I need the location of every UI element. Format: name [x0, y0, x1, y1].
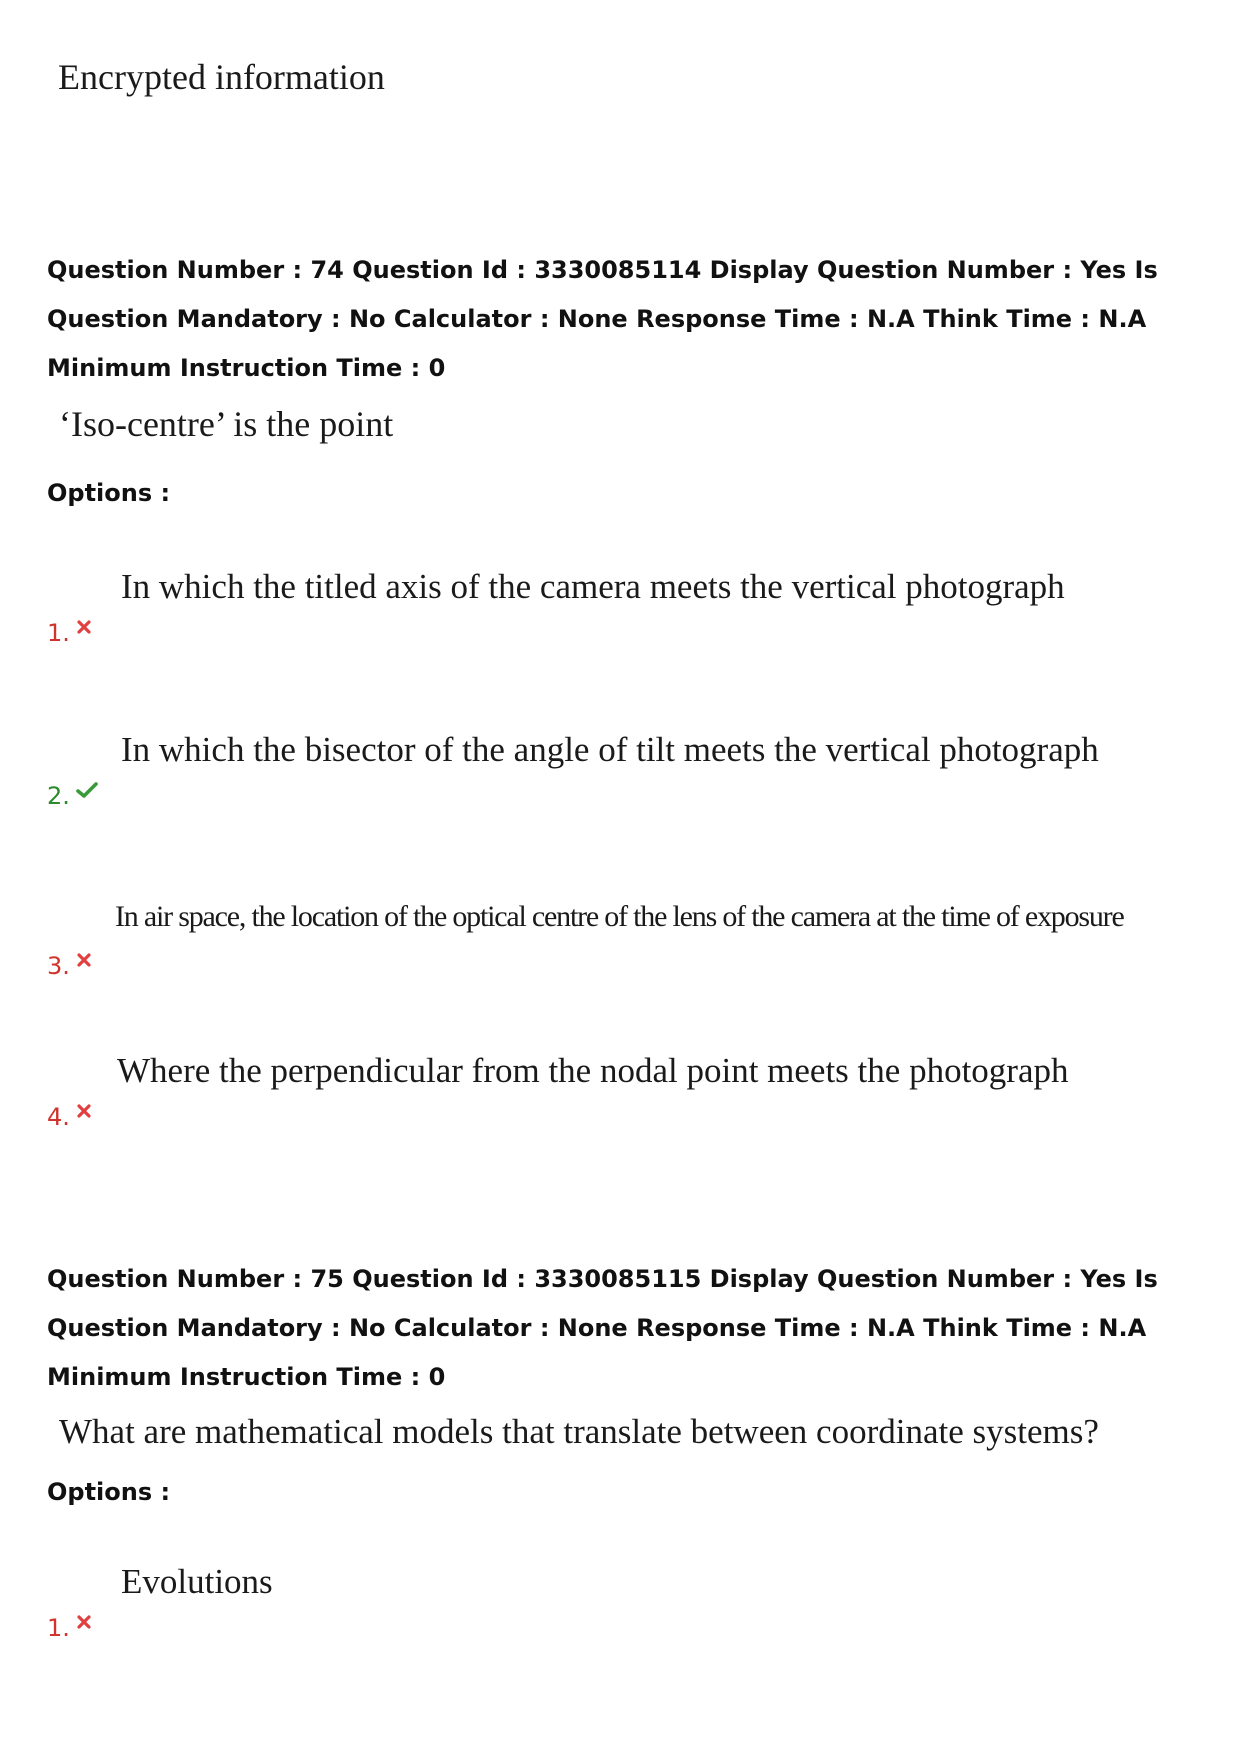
option-74-2[interactable] [47, 730, 1147, 810]
option-number: 2. [47, 782, 98, 810]
question-74 [47, 246, 1207, 507]
option-text: In which the titled axis of the camera meets the vertical photograph [121, 567, 1065, 606]
option-text: In air space, the location of the optical centre of the lens of the camera at the time of exposure [115, 900, 1124, 933]
option-text: Evolutions [121, 1562, 273, 1601]
options-label: Options : [47, 1478, 171, 1506]
check-icon [76, 782, 98, 798]
question-text: What are mathematical models that translate between coordinate systems? [59, 1412, 1099, 1451]
cross-icon [76, 1103, 92, 1119]
cross-icon [76, 619, 92, 635]
question-75 [47, 1255, 1207, 1506]
cross-icon [76, 952, 92, 968]
question-meta: Question Number : 75 Question Id : 3330085115 Display Question Number : Yes Is Question Mandatory : No Calculator : None Response Time : N.A Think Time : N.A Minimum Instruction Time : 0 [47, 1265, 1158, 1391]
question-meta: Question Number : 74 Question Id : 3330085114 Display Question Number : Yes Is Question Mandatory : No Calculator : None Response Time : N.A Think Time : N.A Minimum Instruction Time : 0 [47, 256, 1158, 382]
option-number: 1. [47, 1614, 92, 1642]
option-text: In which the bisector of the angle of tilt meets the vertical photograph [121, 730, 1099, 769]
option-number: 4. [47, 1103, 92, 1131]
encrypted-information-title: Encrypted information [58, 57, 385, 97]
option-number: 3. [47, 952, 92, 980]
question-text: ‘Iso-centre’ is the point [59, 404, 394, 444]
option-75-1[interactable] [47, 1562, 1147, 1642]
options-label: Options : [47, 479, 171, 507]
option-74-1[interactable] [47, 567, 1147, 647]
option-number: 1. [47, 619, 92, 647]
option-text: Where the perpendicular from the nodal point meets the photograph [117, 1051, 1069, 1090]
option-74-3[interactable] [47, 900, 1147, 980]
option-74-4[interactable] [47, 1051, 1147, 1131]
cross-icon [76, 1614, 92, 1630]
